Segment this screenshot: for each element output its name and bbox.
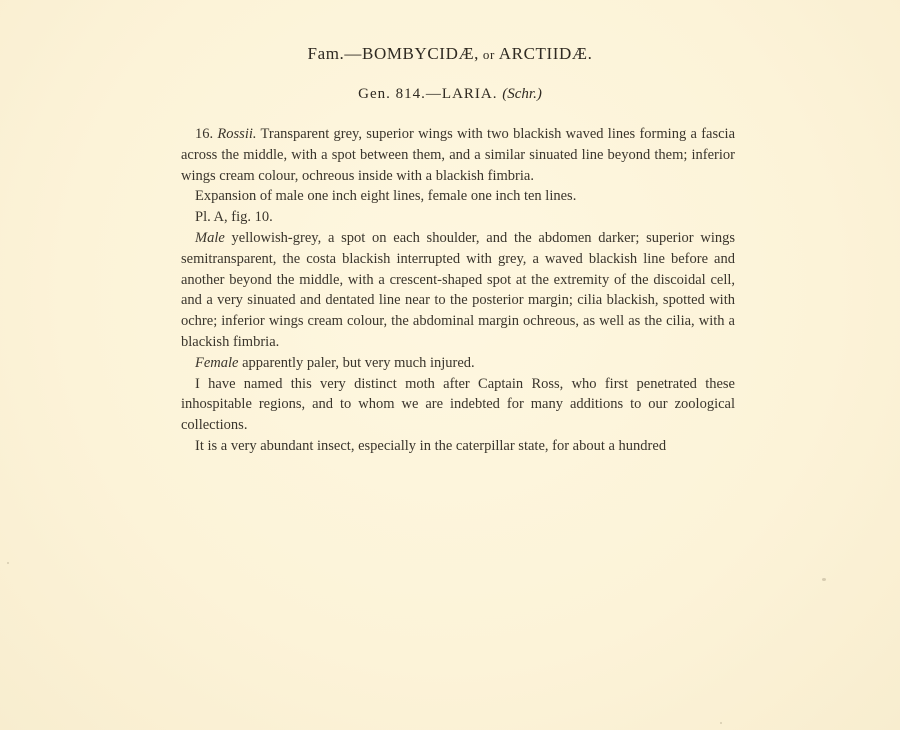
genus-number-name: 814.—LARIA. [390,86,503,102]
male-description: yellowish-grey, a spot on each shoulder, and the abdomen darker; superior wings semitransparent, the costa blackish interrupted with grey, a waved blackish line before and another beyond the middle, with a crescent-shaped spot at the extremity of the discoidal cell, and a very sinuated and dentated line near to the posterior margin; cilia blackish, spotted with ochre; inferior wings cream colour, the abdominal margin ochreous, as well as the cilia, with a blackish fimbria. [181,229,735,350]
paragraph-naming: I have named this very distinct moth after Captain Ross, who first penetrated these inhospitable regions, and to whom we are indebted for many additions to our zoological collections. [181,375,735,434]
species-number: 16. [195,126,218,142]
heading-dash: — [344,44,363,63]
family-name-arctiidae: ARCTIIDÆ. [498,44,593,63]
female-description: apparently paler, but very much injured. [238,354,475,371]
gen-abbrev: Gen. [358,86,391,102]
species-name: Rossii. [217,126,257,142]
fam-abbrev: Fam. [307,44,345,63]
paragraph-diagnosis [181,124,735,186]
diagnosis-text: Transparent grey, superior wings with two blackish waved lines forming a fascia across the middle, with a spot between them, and a similar sinuated line beyond them; inferior wings cream colour, ochreous inside with a blackish fimbria. [181,126,736,184]
paper-speck [7,562,9,564]
paper-speck [822,578,826,581]
genus-heading [0,86,900,103]
paragraph-plate-reference: Pl. A, fig. 10. [195,209,273,226]
family-name-bombycidae: BOMBYCIDÆ, [362,44,480,63]
paragraph-abundance: It is a very abundant insect, especially in the caterpillar state, for about a hundred [195,437,667,454]
male-label: Male [195,229,225,246]
genus-authority: (Schr.) [502,86,542,102]
paper-speck [720,722,722,724]
family-heading [0,44,900,64]
paragraph-female [181,353,735,374]
paragraph-male [181,228,735,353]
heading-or: or [479,47,499,62]
female-label: Female [195,354,239,371]
species-description [181,124,735,457]
paragraph-expansion: Expansion of male one inch eight lines, female one inch ten lines. [195,188,577,205]
